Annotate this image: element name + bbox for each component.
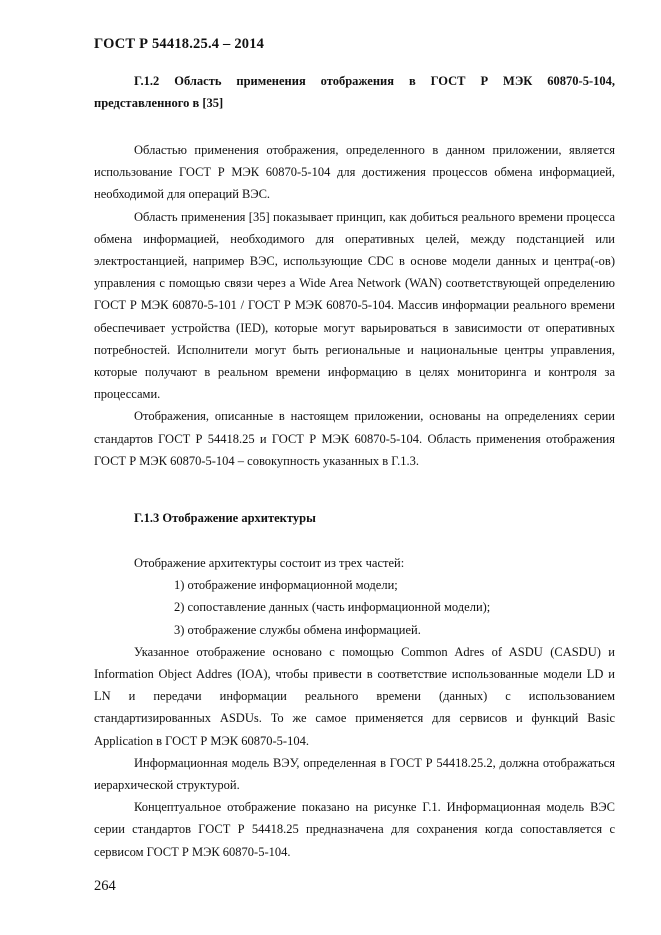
paragraph: Информационная модель ВЭУ, определенная в ГОСТ Р 54418.25.2, должна отображаться иерархической структурой. xyxy=(94,755,615,793)
paragraph: Областью применения отображения, определенного в данном приложении, является использование ГОСТ Р МЭК 60870-5-104 для достижения процессов обмена информацией, необходимой для операций ВЭС. xyxy=(94,143,615,202)
architecture-parts-list xyxy=(94,574,615,641)
paragraph: Отображения, описанные в настоящем приложении, основаны на определениях серии стандартов ГОСТ Р 54418.25 и ГОСТ Р МЭК 60870-5-104. Область применения отображения ГОСТ Р МЭК 60870-5-104 – совокупность указанных в Г.1.3. xyxy=(94,409,615,468)
section-g13-body xyxy=(94,552,615,863)
list-item: 1) отображение информационной модели; xyxy=(174,578,398,593)
paragraph: Область применения [35] показывает принцип, как добиться реального времени процесса обмена информацией, необходимого для оперативных целей, между подстанцией или электростанцией, например ВЭС, использующие CDC в основе модели данных и центра(-ов) управления с помощью связи через a Wide Area Network (WAN) соответствующей определению ГОСТ Р МЭК 60870-5-101 / ГОСТ Р МЭК 60870-5-104. Массив информации реального времени обеспечивает устройства (IED), которые могут варьироваться в зависимости от оперативных потребностей. Исполнители могут быть региональные и национальные центры управления, которые получают в реальном времени информацию в целях мониторинга и контроля за процессами. xyxy=(94,209,615,402)
section-title-g12: Г.1.2 Область применения отображения в ГОСТ Р МЭК 60870-5-104, представленного в [35] xyxy=(94,74,615,110)
document-header: ГОСТ Р 54418.25.4 – 2014 xyxy=(94,36,265,52)
list-item: 2) сопоставление данных (часть информационной модели); xyxy=(174,600,491,615)
section-g12-body xyxy=(94,139,615,472)
list-intro: Отображение архитектуры состоит из трех частей: xyxy=(134,556,405,570)
paragraph: Указанное отображение основано с помощью Common Adres of ASDU (CASDU) и Information Object Addres (IOA), чтобы привести в соответствие использованные модели LD и LN и передачи информации реального времени (данных) с использованием стандартизированных ASDUs. То же самое применяется для сервисов и функций Basic Application в ГОСТ Р МЭК 60870-5-104. xyxy=(94,644,615,748)
section-title-g13: Г.1.3 Отображение архитектуры xyxy=(134,511,316,525)
page-number: 264 xyxy=(94,878,116,894)
list-item: 3) отображение службы обмена информацией. xyxy=(174,622,421,637)
paragraph: Концептуальное отображение показано на рисунке Г.1. Информационная модель ВЭС серии стандартов ГОСТ Р 54418.25 предназначена для сохранения когда сопоставляется с сервисом ГОСТ Р МЭК 60870-5-104. xyxy=(94,800,615,859)
